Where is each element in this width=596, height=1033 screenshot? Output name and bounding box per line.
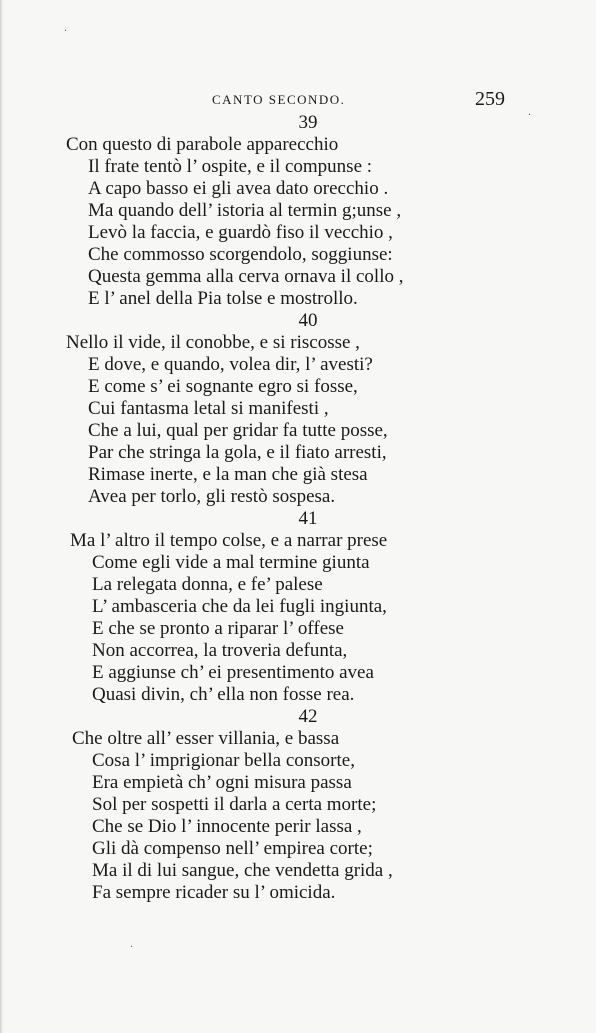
verse-line: La relegata donna, e fe’ palese [92, 574, 323, 595]
stanza-number: 41 [298, 508, 318, 529]
verse-line: Con questo di parabole apparecchio [66, 134, 339, 155]
page-header [0, 90, 596, 114]
verse-line: A capo basso ei gli avea dato orecchio . [88, 178, 389, 199]
verse-line: Sol per sospetti il darla a certa morte; [92, 794, 377, 815]
verse-line: Quasi divin, ch’ ella non fosse rea. [92, 684, 355, 705]
stanza-number: 40 [298, 310, 318, 331]
stanza-41 [0, 508, 596, 706]
ink-speck-mark: · [528, 110, 532, 121]
verse-line: Era empietà ch’ ogni misura passa [92, 772, 352, 793]
verse-line: E l’ anel della Pia tolse e mostrollo. [88, 288, 358, 309]
verse-line: L’ ambasceria che da lei fugli ingiunta, [92, 596, 387, 617]
stanza-39 [0, 112, 596, 310]
verse-line: Che a lui, qual per gridar fa tutte posse, [88, 420, 388, 441]
verse-line: Cosa l’ imprigionar bella consorte, [92, 750, 355, 771]
stanza-number: 39 [298, 112, 318, 133]
verse-line: Rimase inerte, e la man che già stesa [88, 464, 368, 485]
verse-line: Fa sempre ricader su l’ omicida. [92, 882, 336, 903]
running-head: CANTO SECONDO. [212, 92, 346, 107]
stanza-40 [0, 310, 596, 508]
verse-line: Ma quando dell’ istoria al termin g;unse , [88, 200, 402, 221]
verse-line: Non accorrea, la troveria defunta, [92, 640, 348, 661]
ink-speck-mark: · [130, 942, 134, 953]
verse-line: Par che stringa la gola, e il fiato arresti, [88, 442, 387, 463]
stanza-42 [0, 706, 596, 904]
verse-line: Questa gemma alla cerva ornava il collo , [88, 266, 404, 287]
verse-line: E come s’ ei sognante egro si fosse, [88, 376, 358, 397]
ink-speck-mark: · [64, 26, 68, 37]
verse-line: E che se pronto a riparar l’ offese [92, 618, 344, 639]
verse-line: Come egli vide a mal termine giunta [92, 552, 370, 573]
verse-line: Il frate tentò l’ ospite, e il compunse : [88, 156, 373, 177]
verse-line: Avea per torlo, gli restò sospesa. [88, 486, 336, 507]
verse-line: E dove, e quando, volea dir, l’ avesti? [88, 354, 373, 375]
verse-line: Gli dà compenso nell’ empirea corte; [92, 838, 373, 859]
verse-line: Levò la faccia, e guardò fiso il vecchio , [88, 222, 393, 243]
verse-line: E aggiunse ch’ ei presentimento avea [92, 662, 374, 683]
verse-line: Che commosso scorgendolo, soggiunse: [88, 244, 393, 265]
poem-text [0, 112, 596, 904]
verse-line: Che se Dio l’ innocente perir lassa , [92, 816, 362, 837]
verse-line: Cui fantasma letal si manifesti , [88, 398, 329, 419]
verse-line: Che oltre all’ esser villania, e bassa [72, 728, 340, 749]
page-number: 259 [475, 88, 505, 110]
verse-line: Ma il di lui sangue, che vendetta grida , [92, 860, 393, 881]
verse-line: Nello il vide, il conobbe, e si riscosse , [66, 332, 360, 353]
verse-line: Ma l’ altro il tempo colse, e a narrar prese [70, 530, 388, 551]
stanza-number: 42 [298, 706, 318, 727]
